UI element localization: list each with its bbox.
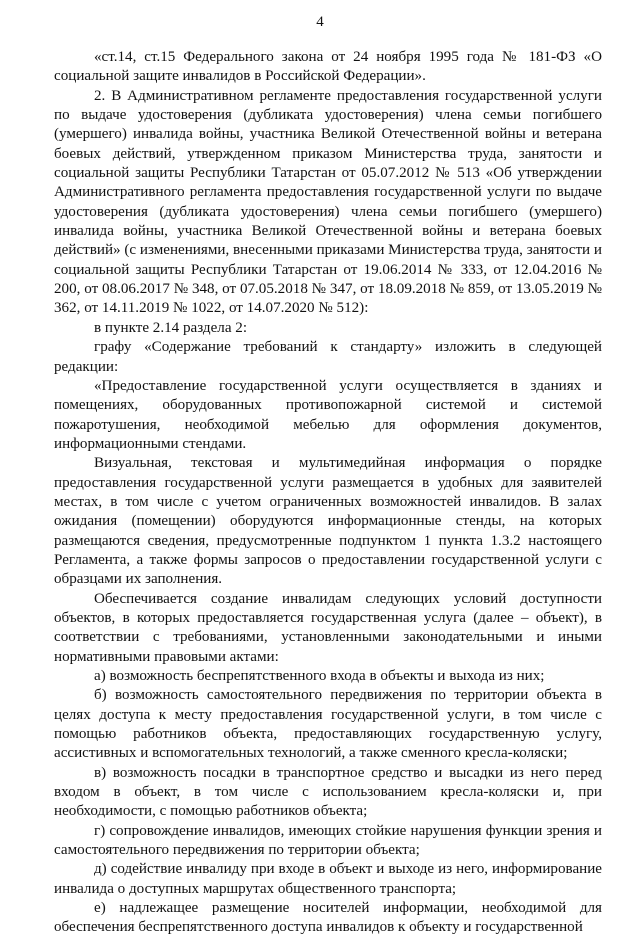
list-item-d: д) содействие инвалиду при входе в объект и выходе из него, информирование инвалида о доступных маршрутах общественного транспорта;: [54, 861, 602, 897]
list-item-e: е) надлежащее размещение носителей информации, необходимой для обеспечения беспрепятственного доступа инвалидов к объекту и государственной: [54, 900, 602, 936]
document-body: [54, 48, 602, 938]
page-number: 4: [316, 14, 324, 30]
paragraph-information: Визуальная, текстовая и мультимедийная информация о порядке предоставления государственной услуги размещается в удобных для заявителей местах, в том числе с учетом ограниченных возможностей инвалидов. В залах ожидания (помещении) оборудуются информационные стенды, на которых размещаются сведения, предусмотренные подпунктом 1 пункта 1.3.2 настоящего Регламента, а также формы запросов о предоставлении государственной услуги с образцами их заполнения.: [54, 455, 602, 588]
paragraph-law-reference: «ст.14, ст.15 Федерального закона от 24 ноября 1995 года № 181-ФЗ «О социальной защите инвалидов в Российской Федерации».: [54, 49, 602, 85]
paragraph-column-instruction: графу «Содержание требований к стандарту» изложить в следующей редакции:: [54, 339, 602, 375]
paragraph-accessibility-conditions: Обеспечивается создание инвалидам следующих условий доступности объектов, в которых предоставляется государственная услуга (далее – объект), в соответствии с требованиями, установленными законодательными и иными нормативными правовыми актами:: [54, 590, 602, 665]
list-item-b: б) возможность самостоятельного передвижения по территории объекта в целях доступа к месту предоставления государственной услуги, в том числе с помощью работников объекта, предоставляющих государственную услугу, ассистивных и вспомогательных технологий, а также сменного кресла-коляски;: [54, 687, 602, 762]
paragraph-premises: «Предоставление государственной услуги осуществляется в зданиях и помещениях, оборудованных противопожарной системой и системой пожаротушения, необходимой мебелью для оформления документов, информационными стендами.: [54, 377, 602, 452]
list-item-a: а) возможность беспрепятственного входа в объекты и выхода из них;: [94, 668, 545, 684]
list-item-g: г) сопровождение инвалидов, имеющих стойкие нарушения функции зрения и самостоятельного передвижения по территории объекта;: [54, 822, 602, 859]
list-item-v: в) возможность посадки в транспортное средство и высадки из него перед входом в объект, в том числе с использованием кресла-коляски и, при необходимости, с помощью работников объекта;: [54, 764, 602, 820]
paragraph-clause-2-14: в пункте 2.14 раздела 2:: [94, 319, 248, 336]
paragraph-item-2: 2. В Административном регламенте предоставления государственной услуги по выдаче удостоверения (дубликата удостоверения) члена семьи погибшего (умершего) инвалида войны, участника Великой Отечественной войны и ветерана боевых действий, утвержденном приказом Министерства труда, занятости и социальной защиты Республики Татарстан от 05.07.2012 № 513 «Об утверждении Административного регламента предоставления государственной услуги по выдаче удостоверения (дубликата удостоверения) члена семьи погибшего (умершего) инвалида войны, участника Великой Отечественной войны и ветерана боевых действий» (с изменениями, внесенными приказами Министерства труда, занятости и социальной защиты Республики Татарстан от 19.06.2014 № 333, от 12.04.2016 № 200, от 08.06.2017 № 348, от 07.05.2018 № 347, от 18.09.2018 № 859, от 13.05.2019 № 362, от 14.11.2019 № 1022, от 14.07.2020 № 512):: [54, 87, 602, 317]
